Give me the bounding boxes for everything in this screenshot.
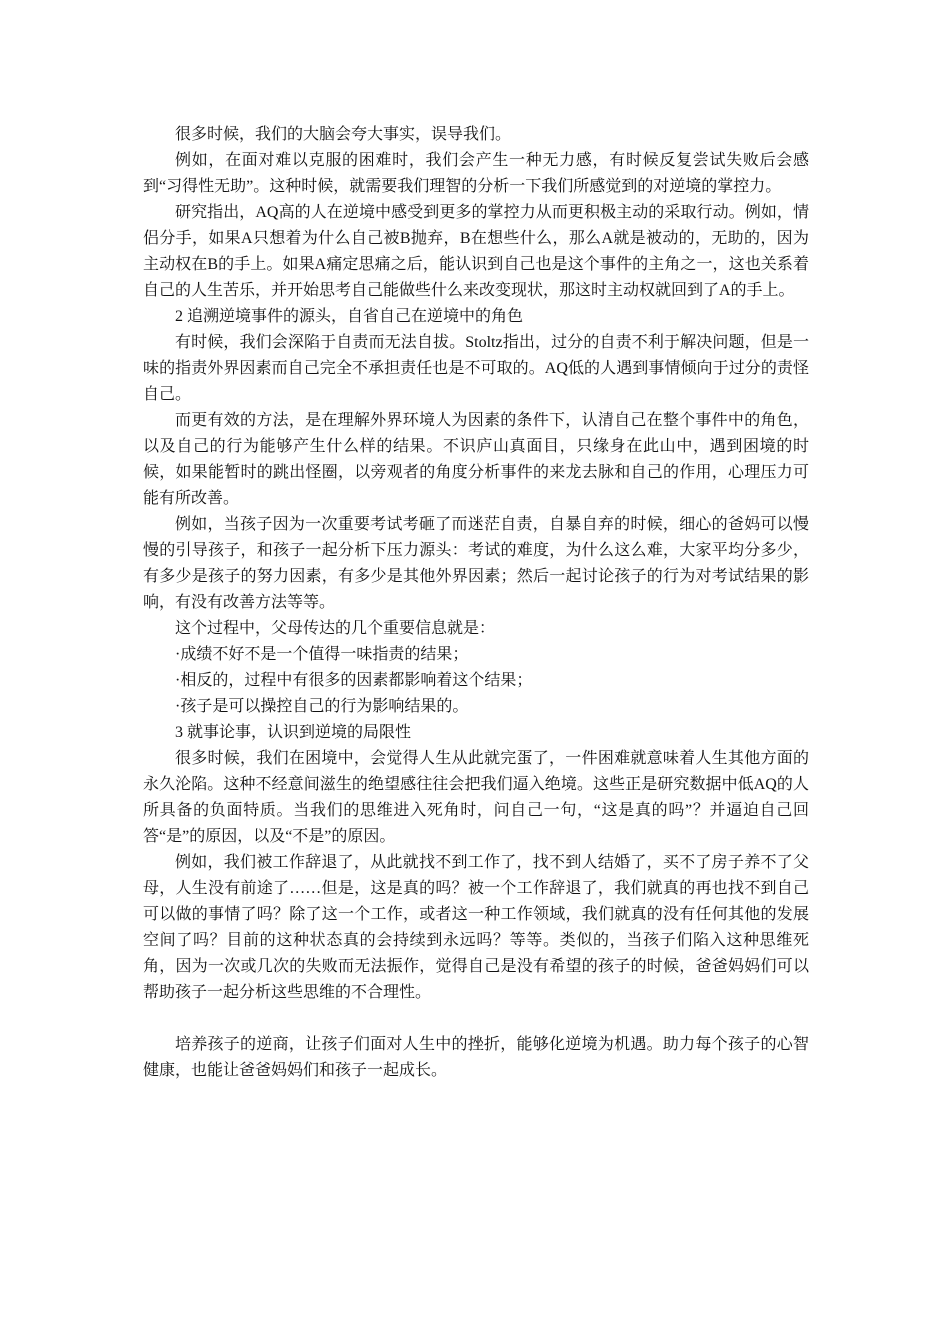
list-item: ·相反的，过程中有很多的因素都影响着这个结果； <box>175 672 533 689</box>
document-page <box>143 122 809 1084</box>
body-paragraph: 例如，我们被工作辞退了，从此就找不到工作了，找不到人结婚了，买不了房子养不了父母，人生没有前途了……但是，这是真的吗？被一个工作辞退了，我们就真的再也找不到自己可以做的事情了吗？除了这一个工作，或者这一种工作领域，我们就真的没有任何其他的发展空间了吗？目前的这种状态真的会持续到永远吗？等等。类似的，当孩子们陷入这种思维死角，因为一次或几次的失败而无法振作，觉得自己是没有希望的孩子的时候，爸爸妈妈们可以帮助孩子一起分析这些思维的不合理性。 <box>143 854 809 1001</box>
body-paragraph: 而更有效的方法，是在理解外界环境人为因素的条件下，认清自己在整个事件中的角色，以及自己的行为能够产生什么样的结果。不识庐山真面目，只缘身在此山中，遇到困境的时候，如果能暂时的跳出怪圈，以旁观者的角度分析事件的来龙去脉和自己的作用，心理压力可能有所改善。 <box>143 412 809 507</box>
body-paragraph: 很多时候，我们的大脑会夸大事实，误导我们。 <box>175 126 512 143</box>
body-paragraph: 研究指出，AQ高的人在逆境中感受到更多的掌控力从而更积极主动的采取行动。例如，情侣分手，如果A只想着为什么自己被B抛弃，B在想些什么，那么A就是被动的，无助的，因为主动权在B的手上。如果A痛定思痛之后，能认识到自己也是这个事件的主角之一，这也关系着自己的人生苦乐，并开始思考自己能做些什么来改变现状，那这时主动权就回到了A的手上。 <box>143 204 809 299</box>
section-heading: 3 就事论事，认识到逆境的局限性 <box>175 724 412 741</box>
body-paragraph: 例如，当孩子因为一次重要考试考砸了而迷茫自责，自暴自弃的时候，细心的爸妈可以慢慢的引导孩子，和孩子一起分析下压力源头：考试的难度，为什么这么难，大家平均分多少，有多少是孩子的努力因素，有多少是其他外界因素；然后一起讨论孩子的行为对考试结果的影响，有没有改善方法等等。 <box>143 516 809 611</box>
paragraph-spacer <box>143 1006 809 1032</box>
body-paragraph: 例如，在面对难以克服的困难时，我们会产生一种无力感，有时候反复尝试失败后会感到“习得性无助”。这种时候，就需要我们理智的分析一下我们所感觉到的对逆境的掌控力。 <box>143 152 809 195</box>
body-paragraph: 有时候，我们会深陷于自责而无法自拔。Stoltz指出，过分的自责不利于解决问题，但是一味的指责外界因素而自己完全不承担责任也是不可取的。AQ低的人遇到事情倾向于过分的责怪自己。 <box>143 334 809 403</box>
list-item: ·成绩不好不是一个值得一味指责的结果； <box>175 646 469 663</box>
section-heading: 2 追溯逆境事件的源头，自省自己在逆境中的角色 <box>175 308 524 325</box>
body-paragraph: 这个过程中，父母传达的几个重要信息就是： <box>175 620 496 637</box>
closing-paragraph: 培养孩子的逆商，让孩子们面对人生中的挫折，能够化逆境为机遇。助力每个孩子的心智健康，也能让爸爸妈妈们和孩子一起成长。 <box>143 1036 809 1079</box>
body-paragraph: 很多时候，我们在困境中，会觉得人生从此就完蛋了，一件困难就意味着人生其他方面的永久沦陷。这种不经意间滋生的绝望感往往会把我们逼入绝境。这些正是研究数据中低AQ的人所具备的负面特质。当我们的思维进入死角时，问自己一句，“这是真的吗”？并逼迫自己回答“是”的原因，以及“不是”的原因。 <box>143 750 809 845</box>
list-item: ·孩子是可以操控自己的行为影响结果的。 <box>175 698 469 715</box>
